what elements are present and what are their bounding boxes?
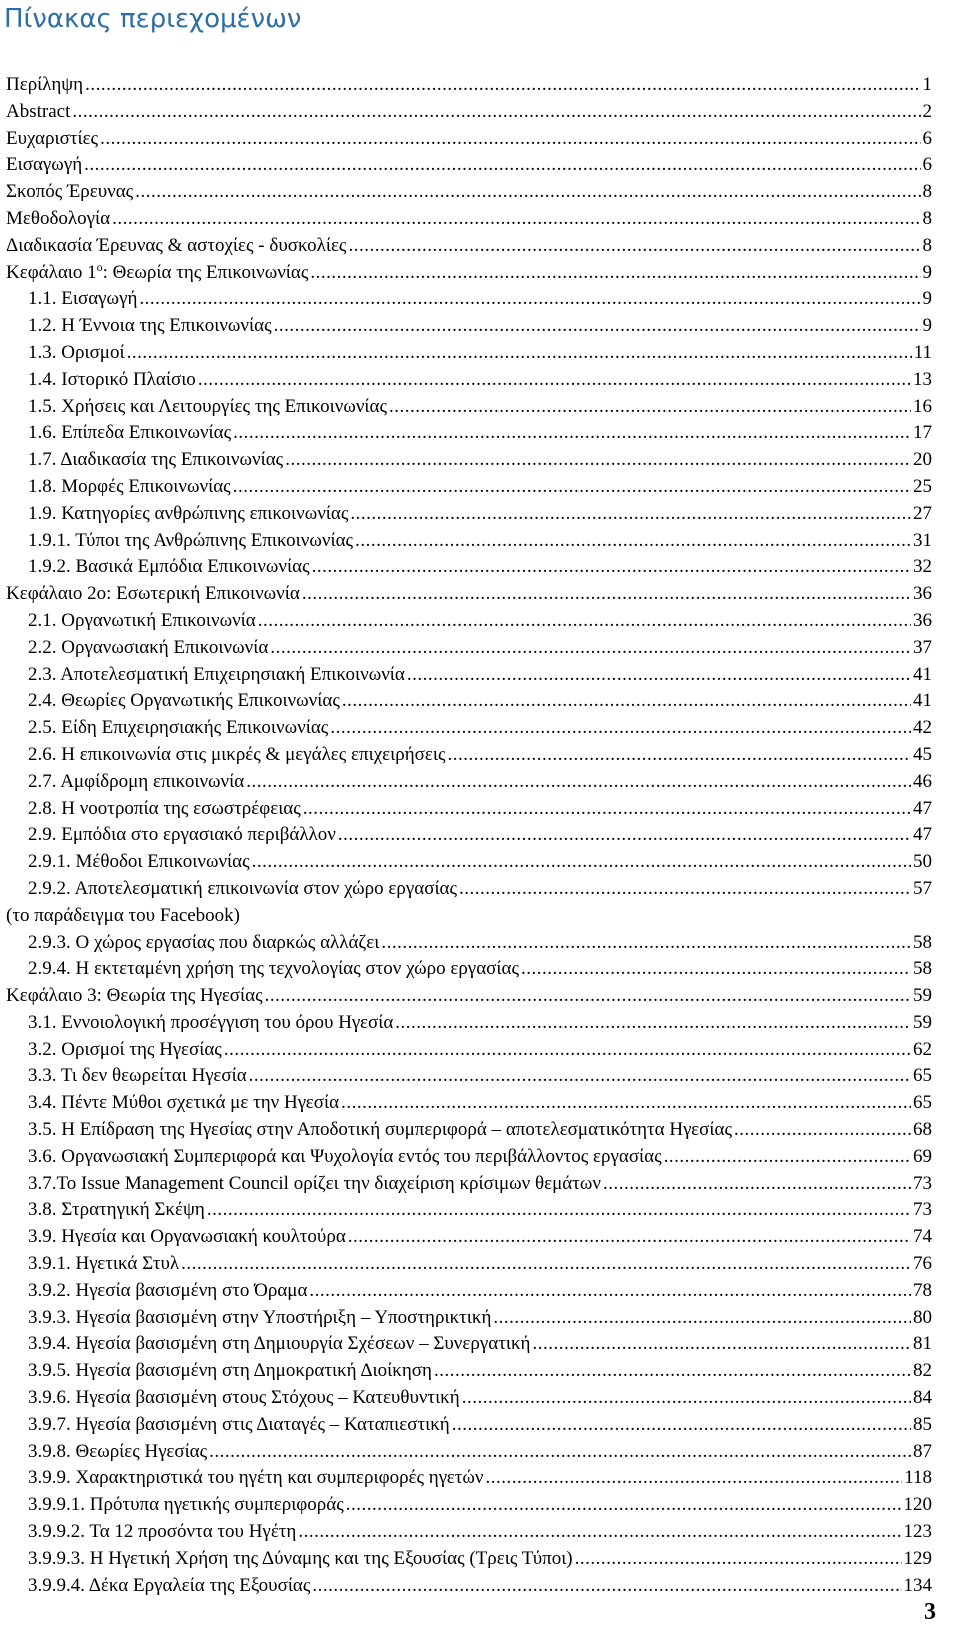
toc-dot-leader [224,1037,911,1064]
toc-entry[interactable] [0,1117,960,1144]
toc-entry-page: 59 [913,985,932,1007]
toc-entry-label: 3.9.2. Ηγεσία βασισμένη στο Όραμα [28,1279,308,1301]
toc-entry-superscript: ο [96,259,103,274]
toc-entry-page: 134 [903,1574,932,1596]
toc-entry-label: 1.6. Επίπεδα Επικοινωνίας [28,422,232,444]
toc-entry-page: 50 [913,851,932,873]
toc-dot-leader [355,528,911,555]
toc-entry-page: 9 [922,315,932,337]
toc-dot-leader [312,554,911,581]
toc-entry-page: 36 [913,609,932,631]
toc-entry-label: 1.1. Εισαγωγή [28,288,138,310]
toc-entry-label: 1.8. Μορφές Επικοινωνίας [28,475,231,497]
toc-entry-label: 1.5. Χρήσεις και Λειτουργίες της Επικοινωνίας [28,395,388,417]
toc-entry-page: 120 [903,1494,932,1516]
toc-entry-label: Περίληψη [6,74,84,95]
toc-entry-page: 45 [913,743,932,765]
toc-entry-page: 9 [922,261,932,283]
toc-entry[interactable] [0,1439,960,1466]
toc-entry[interactable] [0,1465,960,1492]
toc-entry-label: 3.9.1. Ηγετικά Στυλ [28,1253,180,1275]
toc-entry-page: 8 [922,181,932,203]
toc-entry[interactable] [0,1331,960,1358]
table-of-contents [0,72,960,1599]
toc-entry-page: 42 [913,717,932,739]
toc-entry[interactable] [0,1305,960,1332]
toc-entry-page: 36 [913,583,932,605]
toc-entry-page: 123 [903,1521,932,1543]
toc-entry-page: 37 [913,636,932,658]
toc-entry[interactable] [0,849,960,876]
toc-entry[interactable] [0,1492,960,1519]
toc-entry-page: 27 [913,502,932,524]
toc-entry-page: 74 [913,1226,932,1248]
toc-dot-leader [348,1224,911,1251]
toc-entry-page: 118 [904,1467,932,1489]
toc-dot-leader [434,1358,911,1385]
toc-dot-leader [452,1412,911,1439]
toc-entry-label: 2.2. Οργανωσιακή Επικοινωνία [28,636,269,658]
toc-entry[interactable] [0,152,960,179]
toc-entry-label: 3.9.6. Ηγεσία βασισμένη στους Στόχους – Κατευθυντική [28,1387,460,1409]
toc-dot-leader [139,286,920,313]
toc-entry[interactable] [0,1412,960,1439]
toc-entry-page: 59 [913,1011,932,1033]
toc-entry-label: Διαδικασία Έρευνας & αστοχίες - δυσκολίες [6,234,347,256]
toc-dot-leader [350,501,911,528]
toc-entry[interactable] [0,1171,960,1198]
toc-entry-label: 2.5. Είδη Επιχειρησιακής Επικοινωνίας [28,717,329,739]
toc-entry-label: 3.9.9.1. Πρότυπα ηγετικής συμπεριφοράς [28,1494,344,1516]
toc-entry-page: 69 [913,1145,932,1167]
toc-entry-label: Εισαγωγή [6,154,83,176]
toc-entry-label: 3.2. Ορισμοί της Ηγεσίας [28,1038,222,1060]
toc-entry-page: 58 [913,958,932,980]
toc-entry-label: 1.9. Κατηγορίες ανθρώπινης επικοινωνίας [28,502,349,524]
toc-entry-label: 3.4. Πέντε Μύθοι σχετικά με την Ηγεσία [28,1092,340,1114]
toc-entry-page: 17 [913,422,932,444]
toc-entry-label: 2.9.4. Η εκτεταμένη χρήση της τεχνολογίας στον χώρο εργασίας [28,958,519,980]
toc-dot-leader [312,1573,901,1600]
toc-entry-page: 31 [913,529,932,551]
toc-entry-label: 3.9.9.4. Δέκα Εργαλεία της Εξουσίας [28,1574,311,1596]
toc-entry-label: 3.1. Εννοιολογική προσέγγιση του όρου Ηγεσία [28,1011,394,1033]
toc-dot-leader [84,152,920,179]
toc-entry-label: 2.1. Οργανωτική Επικοινωνία [28,609,256,631]
toc-entry-label: 2.4. Θεωρίες Οργανωτικής Επικοινωνίας [28,690,340,712]
toc-dot-leader [302,581,911,608]
toc-entry-page: 11 [913,341,932,363]
toc-entry[interactable] [0,340,960,367]
toc-entry[interactable] [0,742,960,769]
toc-entry-label: 3.9.9.3. Η Ηγετική Χρήση της Δύναμης και της Εξουσίας (Τρεις Τύποι) [28,1547,573,1569]
toc-entry-page: 84 [913,1387,932,1409]
page-title: Πίνακας περιεχομένων [4,4,302,34]
toc-entry[interactable] [0,1358,960,1385]
toc-entry[interactable] [0,769,960,796]
toc-dot-leader [389,394,911,421]
toc-entry[interactable] [0,1090,960,1117]
toc-dot-leader [459,876,911,903]
toc-entry-page: 6 [922,127,932,149]
page-number: 3 [924,1599,936,1625]
toc-entry[interactable] [0,474,960,501]
toc-entry-page: 76 [913,1253,932,1275]
toc-entry[interactable] [0,260,960,287]
toc-entry-page: 82 [913,1360,932,1382]
toc-entry-page: 73 [913,1199,932,1221]
toc-entry[interactable] [0,1224,960,1251]
toc-dot-leader [310,260,920,287]
toc-entry[interactable] [0,233,960,260]
toc-dot-leader [338,822,911,849]
toc-entry-label: 3.5. Η Επίδραση της Ηγεσίας στην Αποδοτική συμπεριφορά – αποτελεσματικότητα Ηγεσίας [28,1119,732,1141]
toc-entry-page: 65 [913,1065,932,1087]
toc-entry-label: 3.9.9. Χαρακτηριστικά του ηγέτη και συμπεριφορές ηγετών [28,1467,484,1489]
toc-entry[interactable] [0,554,960,581]
toc-entry-page: 68 [913,1119,932,1141]
toc-entry[interactable] [0,581,960,608]
toc-entry-page: 85 [913,1413,932,1435]
toc-entry[interactable] [0,501,960,528]
toc-dot-leader [493,1305,911,1332]
toc-dot-leader [198,367,911,394]
toc-entry-label: 2.9.1. Μέθοδοι Επικοινωνίας [28,851,250,873]
toc-entry-page: 8 [922,234,932,256]
toc-dot-leader [734,1117,911,1144]
toc-entry-label: (το παράδειγμα του Facebook) [6,904,241,926]
toc-dot-leader [486,1465,903,1492]
toc-entry[interactable] [0,367,960,394]
toc-entry-page: 80 [913,1306,932,1328]
toc-dot-leader [342,688,911,715]
toc-entry-label: 3.9.3. Ηγεσία βασισμένη στην Υποστήριξη – Υποστηρικτική [28,1306,492,1328]
toc-dot-leader [395,1010,911,1037]
toc-entry[interactable] [0,1197,960,1224]
toc-entry[interactable] [0,1278,960,1305]
toc-entry[interactable] [0,1063,960,1090]
toc-dot-leader [532,1331,911,1358]
toc-entry[interactable] [0,126,960,153]
toc-dot-leader [181,1251,911,1278]
toc-entry-label: Κεφάλαιο 2ο: Εσωτερική Επικοινωνία [6,583,300,605]
toc-entry-page: 9 [922,288,932,310]
toc-entry[interactable] [0,822,960,849]
toc-entry-page: 87 [913,1440,932,1462]
toc-entry[interactable] [0,179,960,206]
toc-dot-leader [348,233,920,260]
toc-entry[interactable] [0,420,960,447]
toc-dot-leader [270,635,911,662]
toc-entry-page: 129 [903,1547,932,1569]
toc-entry[interactable] [0,688,960,715]
toc-entry-label: Κεφάλαιο 3: Θεωρία της Ηγεσίας [6,985,263,1007]
toc-entry-label: 1.3. Ορισμοί [28,341,125,363]
toc-entry-page: 8 [922,207,932,229]
toc-entry-label: 3.9.5. Ηγεσία βασισμένη στη Δημοκρατική Διοίκηση [28,1360,432,1382]
toc-entry-page: 16 [913,395,932,417]
toc-entry[interactable] [0,99,960,126]
toc-entry-page: 81 [913,1333,932,1355]
toc-dot-leader [448,742,911,769]
toc-dot-leader [575,1546,902,1573]
toc-dot-leader [407,662,911,689]
toc-entry-page: 25 [913,475,932,497]
toc-entry[interactable] [0,286,960,313]
toc-entry[interactable] [0,930,960,957]
toc-entry[interactable] [0,1519,960,1546]
toc-entry[interactable] [0,528,960,555]
toc-entry-page: 6 [922,154,932,176]
toc-dot-leader [603,1171,911,1198]
toc-entry-page: 46 [913,770,932,792]
toc-dot-leader [462,1385,911,1412]
toc-entry-page: 2 [922,100,932,122]
toc-entry-page: 1 [922,74,932,95]
toc-entry-label: 2.8. Η νοοτροπία της εσωστρέφειας [28,797,301,819]
toc-entry-label: Μεθοδολογία [6,207,111,229]
toc-entry-page: 58 [913,931,932,953]
toc-entry[interactable] [0,983,960,1010]
toc-entry-page: 41 [913,690,932,712]
toc-entry-label: 2.9.3. Ο χώρος εργασίας που διαρκώς αλλάζει [28,931,380,953]
toc-entry-label: Abstract [6,100,71,122]
toc-dot-leader [207,1197,911,1224]
toc-entry[interactable] [0,796,960,823]
toc-entry[interactable] [0,1010,960,1037]
toc-entry-page: 47 [913,824,932,846]
toc-entry-label: 2.6. Η επικοινωνία στις μικρές & μεγάλες επιχειρήσεις [28,743,446,765]
toc-dot-leader [100,126,920,153]
toc-entry[interactable] [0,662,960,689]
toc-entry[interactable] [0,1037,960,1064]
toc-entry[interactable] [0,206,960,233]
toc-entry-page: 78 [913,1279,932,1301]
toc-entry-page: 41 [913,663,932,685]
toc-dot-leader [135,179,920,206]
toc-entry-label: 3.9.7. Ηγεσία βασισμένη στις Διαταγές – Καταπιεστική [28,1413,450,1435]
toc-entry-label: 3.7.Το Issue Management Council ορίζει την διαχείριση κρίσιμων θεμάτων [28,1172,601,1194]
toc-dot-leader [330,715,911,742]
toc-dot-leader [341,1090,911,1117]
toc-entry-label: 2.3. Αποτελεσματική Επιχειρησιακή Επικοινωνία [28,663,405,685]
toc-entry[interactable] [0,903,960,930]
toc-entry-label: 3.3. Τι δεν θεωρείται Ηγεσία [28,1065,247,1087]
toc-entry-label: Κεφάλαιο $1^o$: Θεωρία της Επικοινωνίας [6,259,309,283]
toc-dot-leader [127,340,912,367]
toc-entry-page: 13 [913,368,932,390]
toc-entry-page: 73 [913,1172,932,1194]
toc-dot-leader [246,769,911,796]
toc-entry[interactable] [0,635,960,662]
toc-entry[interactable] [0,1385,960,1412]
toc-dot-leader [233,420,911,447]
toc-entry-label: 2.9. Εμπόδια στο εργασιακό περιβάλλον [28,824,336,846]
toc-entry-label: Σκοπός Έρευνας [6,181,134,203]
toc-dot-leader [112,206,920,233]
toc-dot-leader [521,956,911,983]
toc-entry-page: 32 [913,556,932,578]
toc-entry[interactable] [0,876,960,903]
toc-entry[interactable] [0,1144,960,1171]
toc-dot-leader [381,930,911,957]
toc-entry[interactable] [0,1251,960,1278]
toc-entry[interactable] [0,1573,960,1600]
toc-entry-page: 62 [913,1038,932,1060]
toc-entry-label: 2.9.2. Αποτελεσματική επικοινωνία στον χώρο εργασίας [28,877,458,899]
toc-entry-label: 1.4. Ιστορικό Πλαίσιο [28,368,196,390]
toc-entry-label: Ευχαριστίες [6,127,99,149]
toc-entry[interactable] [0,1546,960,1573]
toc-entry-label: 1.7. Διαδικασία της Επικοινωνίας [28,449,284,471]
toc-entry[interactable] [0,394,960,421]
toc-dot-leader [303,796,911,823]
toc-entry-label: 1.9.2. Βασικά Εμπόδια Επικοινωνίας [28,556,310,578]
toc-entry-label: 1.2. Η Έννοια της Επικοινωνίας [28,315,272,337]
toc-dot-leader [346,1492,902,1519]
toc-entry-label: 3.9.4. Ηγεσία βασισμένη στη Δημιουργία Σχέσεων – Συνεργατική [28,1333,531,1355]
toc-dot-leader [249,1063,911,1090]
toc-dot-leader [252,849,911,876]
toc-entry-label: 3.9. Ηγεσία και Οργανωσιακή κουλτούρα [28,1226,346,1248]
toc-entry[interactable] [0,72,960,99]
toc-entry[interactable] [0,313,960,340]
toc-entry[interactable] [0,956,960,983]
toc-dot-leader [298,1519,901,1546]
toc-dot-leader [285,447,911,474]
toc-dot-leader [85,72,920,99]
toc-dot-leader [233,474,911,501]
toc-dot-leader [265,983,911,1010]
toc-entry-page: 57 [913,877,932,899]
toc-entry[interactable] [0,608,960,635]
toc-entry-label: 2.7. Αμφίδρομη επικοινωνία [28,770,245,792]
toc-entry-label: 1.9.1. Τύποι της Ανθρώπινης Επικοινωνίας [28,529,354,551]
toc-dot-leader [274,313,921,340]
toc-entry-label: 3.9.9.2. Τα 12 προσόντα του Ηγέτη [28,1521,297,1543]
toc-dot-leader [664,1144,911,1171]
toc-entry[interactable] [0,715,960,742]
toc-entry-label: 3.9.8. Θεωρίες Ηγεσίας [28,1440,208,1462]
toc-dot-leader [72,99,920,126]
toc-dot-leader [258,608,911,635]
toc-dot-leader [209,1439,911,1466]
toc-dot-leader [309,1278,911,1305]
toc-entry-label: 3.8. Στρατηγική Σκέψη [28,1199,205,1221]
toc-entry-page: 65 [913,1092,932,1114]
toc-entry[interactable] [0,447,960,474]
toc-entry-page: 47 [913,797,932,819]
toc-entry-page: 20 [913,449,932,471]
toc-entry-label: 3.6. Οργανωσιακή Συμπεριφορά και Ψυχολογία εντός του περιβάλλοντος εργασίας [28,1145,662,1167]
